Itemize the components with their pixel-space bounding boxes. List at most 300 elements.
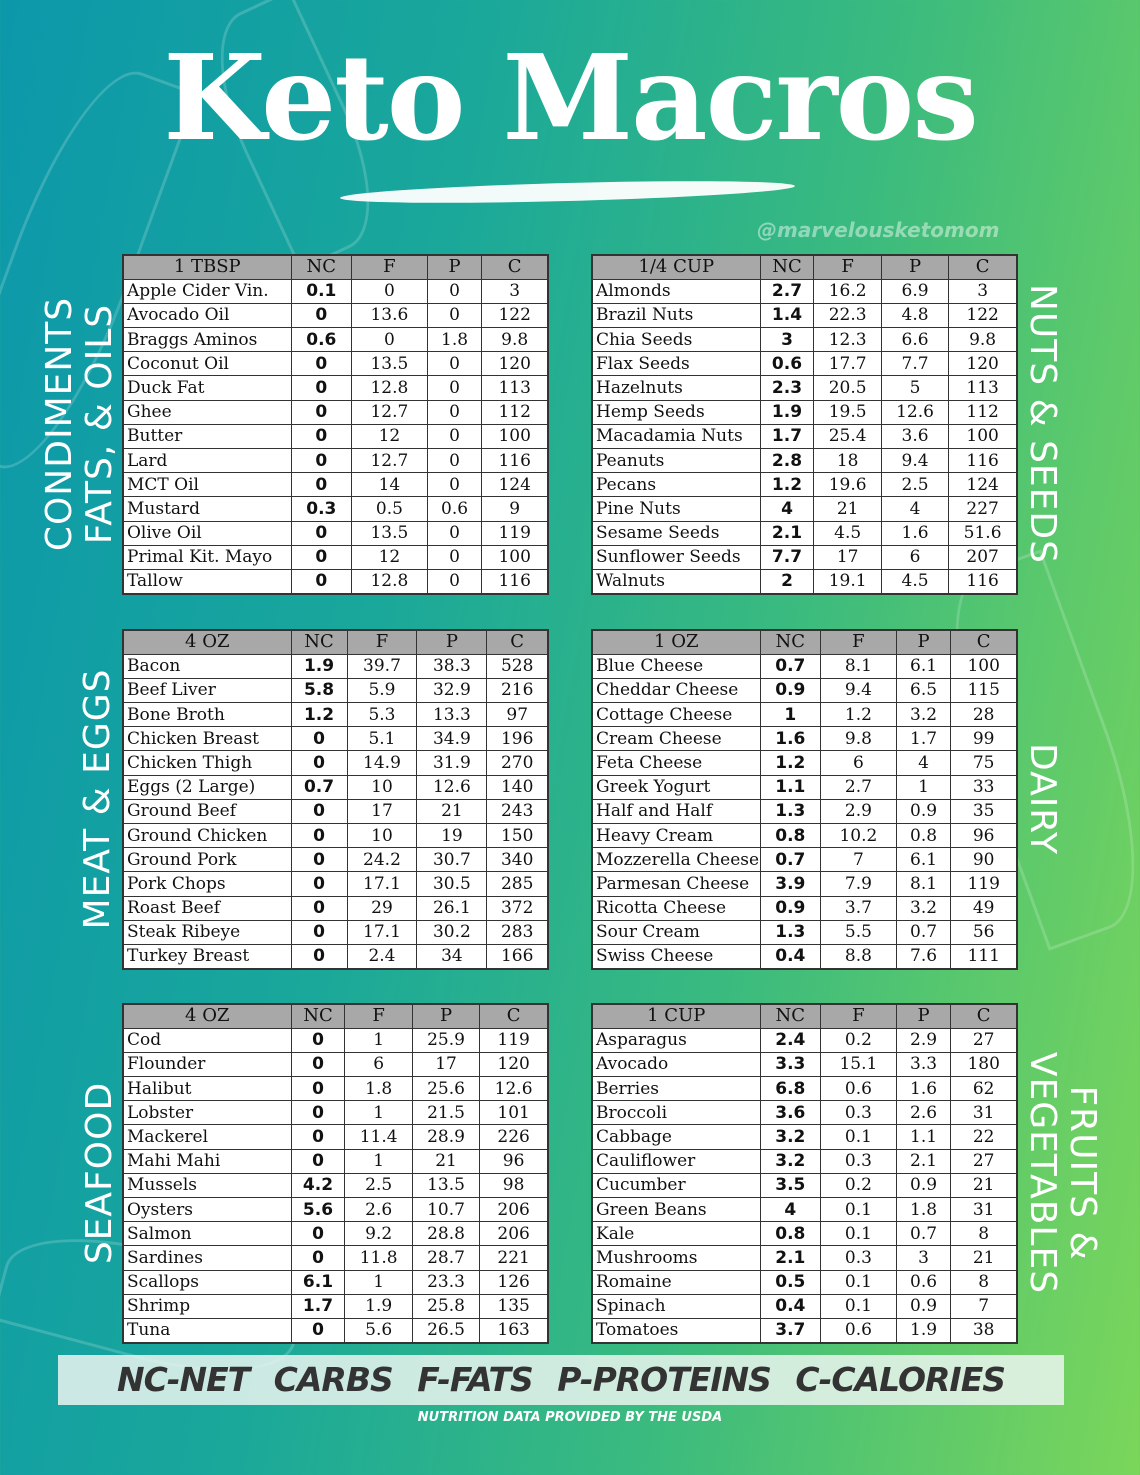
value-c: 51.6 — [949, 521, 1017, 545]
table-row — [592, 1101, 1017, 1125]
value-p: 0 — [427, 545, 482, 569]
value-f: 2.7 — [821, 775, 897, 799]
food-name: Blue Cheese — [592, 654, 760, 678]
food-name: Berries — [592, 1077, 760, 1101]
value-nc: 1.1 — [760, 775, 821, 799]
table-row — [123, 352, 548, 376]
value-p: 0 — [427, 521, 482, 545]
value-p: 1.8 — [896, 1198, 951, 1222]
value-nc: 4.2 — [291, 1173, 345, 1197]
column-header-nc: NC — [291, 255, 352, 279]
table-row — [592, 678, 1017, 702]
column-header-c: C — [480, 1004, 548, 1028]
table-row — [592, 1052, 1017, 1076]
value-f: 10 — [347, 775, 417, 799]
value-f: 2.6 — [345, 1198, 412, 1222]
column-header-c: C — [951, 1004, 1017, 1028]
food-name: MCT Oil — [123, 473, 291, 497]
value-f: 0.3 — [821, 1149, 897, 1173]
value-nc: 1.6 — [760, 727, 821, 751]
value-nc: 3.9 — [760, 872, 821, 896]
value-f: 2.4 — [347, 944, 417, 968]
value-f: 1 — [345, 1149, 412, 1173]
value-f: 21 — [814, 497, 881, 521]
value-c: 75 — [951, 751, 1017, 775]
table-row — [592, 727, 1017, 751]
food-name: Sardines — [123, 1246, 291, 1270]
value-p: 1.6 — [896, 1077, 951, 1101]
table-row — [592, 449, 1017, 473]
value-c: 31 — [951, 1198, 1017, 1222]
value-nc: 0.9 — [760, 678, 821, 702]
food-name: Avocado Oil — [123, 303, 291, 327]
value-p: 28.7 — [412, 1246, 479, 1270]
table-row — [592, 400, 1017, 424]
table-row — [123, 896, 548, 920]
value-p: 30.2 — [417, 920, 487, 944]
value-f: 17 — [814, 545, 881, 569]
value-nc: 0.9 — [760, 896, 821, 920]
value-nc: 2.1 — [760, 521, 814, 545]
column-header-c: C — [482, 255, 548, 279]
food-name: Cauliflower — [592, 1149, 760, 1173]
value-nc: 2.1 — [760, 1246, 821, 1270]
food-name: Duck Fat — [123, 376, 291, 400]
value-nc: 0 — [291, 1125, 345, 1149]
value-c: 227 — [949, 497, 1017, 521]
table-row — [123, 569, 548, 593]
food-name: Cabbage — [592, 1125, 760, 1149]
value-p: 1.1 — [896, 1125, 951, 1149]
table-row — [123, 1125, 548, 1149]
value-nc: 1.2 — [760, 751, 821, 775]
value-f: 17 — [347, 799, 417, 823]
value-nc: 0 — [291, 1101, 345, 1125]
section-label-line: SEAFOOD — [79, 1081, 120, 1265]
value-f: 10.2 — [821, 824, 897, 848]
value-c: 113 — [949, 376, 1017, 400]
food-name: Asparagus — [592, 1028, 760, 1052]
value-c: 96 — [480, 1149, 548, 1173]
value-f: 3.7 — [821, 896, 897, 920]
value-f: 17.1 — [347, 872, 417, 896]
table-row — [123, 727, 548, 751]
serving-size: 4 OZ — [123, 1004, 291, 1028]
value-f: 0.1 — [821, 1198, 897, 1222]
table-row — [123, 1270, 548, 1294]
food-name: Pecans — [592, 473, 760, 497]
value-c: 116 — [949, 449, 1017, 473]
column-header-p: P — [412, 1004, 479, 1028]
value-nc: 0 — [291, 920, 347, 944]
value-f: 6 — [821, 751, 897, 775]
meat-section-label — [78, 669, 118, 930]
value-p: 6.5 — [896, 678, 951, 702]
value-f: 18 — [814, 449, 881, 473]
value-f: 1.2 — [821, 703, 897, 727]
value-c: 122 — [949, 303, 1017, 327]
value-p: 7.7 — [881, 352, 948, 376]
value-p: 6.1 — [896, 848, 951, 872]
food-name: Ground Pork — [123, 848, 291, 872]
value-c: 206 — [480, 1222, 548, 1246]
value-nc: 2.8 — [760, 449, 814, 473]
value-c: 3 — [949, 279, 1017, 303]
value-c: 285 — [487, 872, 548, 896]
value-c: 38 — [951, 1318, 1017, 1342]
food-name: Hemp Seeds — [592, 400, 760, 424]
food-name: Cucumber — [592, 1173, 760, 1197]
value-nc: 0 — [291, 352, 352, 376]
value-p: 3.6 — [881, 424, 948, 448]
value-c: 207 — [949, 545, 1017, 569]
food-name: Primal Kit. Mayo — [123, 545, 291, 569]
food-name: Peanuts — [592, 449, 760, 473]
food-name: Walnuts — [592, 569, 760, 593]
table-row — [592, 303, 1017, 327]
value-p: 1.7 — [896, 727, 951, 751]
value-f: 13.6 — [352, 303, 428, 327]
value-c: 27 — [951, 1149, 1017, 1173]
value-p: 8.1 — [896, 872, 951, 896]
value-nc: 0 — [291, 872, 347, 896]
table-row — [592, 1222, 1017, 1246]
value-c: 340 — [487, 848, 548, 872]
value-nc: 3 — [760, 328, 814, 352]
column-header-p: P — [427, 255, 482, 279]
table-row — [592, 1125, 1017, 1149]
value-c: 62 — [951, 1077, 1017, 1101]
food-name: Mahi Mahi — [123, 1149, 291, 1173]
value-c: 163 — [480, 1318, 548, 1342]
value-f: 16.2 — [814, 279, 881, 303]
value-f: 2.5 — [345, 1173, 412, 1197]
column-header-nc: NC — [291, 1004, 345, 1028]
author-handle: @marvelousketomom — [757, 218, 1000, 242]
value-nc: 0 — [291, 376, 352, 400]
food-name: Sesame Seeds — [592, 521, 760, 545]
legend-bar: NC-NET CARBS F-FATS P-PROTEINS C-CALORIES — [58, 1355, 1064, 1405]
column-header-c: C — [951, 630, 1017, 654]
food-name: Romaine — [592, 1270, 760, 1294]
value-nc: 0 — [291, 449, 352, 473]
value-p: 30.5 — [417, 872, 487, 896]
food-name: Beef Liver — [123, 678, 291, 702]
value-f: 9.8 — [821, 727, 897, 751]
table-row — [592, 799, 1017, 823]
table-row — [123, 497, 548, 521]
column-header-f: F — [821, 630, 897, 654]
value-c: 21 — [951, 1246, 1017, 1270]
column-header-p: P — [881, 255, 948, 279]
table-row — [123, 1149, 548, 1173]
value-c: 49 — [951, 896, 1017, 920]
value-f: 4.5 — [814, 521, 881, 545]
value-c: 119 — [480, 1028, 548, 1052]
page-title: Keto Macros — [163, 28, 977, 167]
value-nc: 0 — [291, 824, 347, 848]
food-name: Oysters — [123, 1198, 291, 1222]
value-p: 5 — [881, 376, 948, 400]
food-name: Mackerel — [123, 1125, 291, 1149]
food-name: Avocado — [592, 1052, 760, 1076]
value-nc: 3.6 — [760, 1101, 821, 1125]
value-nc: 0 — [291, 1246, 345, 1270]
nuts-table — [591, 254, 1018, 595]
value-nc: 0.6 — [291, 328, 352, 352]
value-c: 124 — [949, 473, 1017, 497]
value-p: 2.5 — [881, 473, 948, 497]
table-row — [123, 848, 548, 872]
food-name: Mussels — [123, 1173, 291, 1197]
value-f: 0.1 — [821, 1270, 897, 1294]
value-nc: 1.4 — [760, 303, 814, 327]
value-nc: 0.7 — [760, 654, 821, 678]
value-f: 39.7 — [347, 654, 417, 678]
value-nc: 6.1 — [291, 1270, 345, 1294]
food-name: Half and Half — [592, 799, 760, 823]
value-nc: 0 — [291, 545, 352, 569]
meat-table — [122, 629, 549, 970]
condiments-table — [122, 254, 549, 595]
value-c: 28 — [951, 703, 1017, 727]
food-name: Sunflower Seeds — [592, 545, 760, 569]
food-name: Spinach — [592, 1294, 760, 1318]
column-header-nc: NC — [760, 255, 814, 279]
value-nc: 0.7 — [760, 848, 821, 872]
value-nc: 0.6 — [760, 352, 814, 376]
value-c: 196 — [487, 727, 548, 751]
value-f: 11.8 — [345, 1246, 412, 1270]
food-name: Mushrooms — [592, 1246, 760, 1270]
value-p: 28.9 — [412, 1125, 479, 1149]
value-f: 29 — [347, 896, 417, 920]
value-p: 4.8 — [881, 303, 948, 327]
table-row — [592, 751, 1017, 775]
value-nc: 4 — [760, 497, 814, 521]
value-f: 24.2 — [347, 848, 417, 872]
value-c: 166 — [487, 944, 548, 968]
value-nc: 1.3 — [760, 799, 821, 823]
value-f: 0.2 — [821, 1028, 897, 1052]
value-f: 0.6 — [821, 1318, 897, 1342]
value-nc: 1.9 — [760, 400, 814, 424]
value-f: 15.1 — [821, 1052, 897, 1076]
table-row — [123, 1173, 548, 1197]
value-nc: 3.3 — [760, 1052, 821, 1076]
value-f: 19.1 — [814, 569, 881, 593]
value-nc: 0 — [291, 1318, 345, 1342]
value-c: 115 — [951, 678, 1017, 702]
value-nc: 3.5 — [760, 1173, 821, 1197]
table-row — [123, 376, 548, 400]
food-name: Cod — [123, 1028, 291, 1052]
value-f: 12.7 — [352, 449, 428, 473]
food-name: Braggs Aminos — [123, 328, 291, 352]
table-row — [123, 1101, 548, 1125]
value-p: 21.5 — [412, 1101, 479, 1125]
food-name: Feta Cheese — [592, 751, 760, 775]
value-f: 12.3 — [814, 328, 881, 352]
value-c: 226 — [480, 1125, 548, 1149]
value-p: 0 — [427, 449, 482, 473]
food-name: Coconut Oil — [123, 352, 291, 376]
nuts-section-label — [1022, 284, 1062, 564]
value-f: 5.1 — [347, 727, 417, 751]
value-c: 21 — [951, 1173, 1017, 1197]
table-row — [592, 569, 1017, 593]
value-f: 0.2 — [821, 1173, 897, 1197]
food-name: Olive Oil — [123, 521, 291, 545]
value-f: 17.1 — [347, 920, 417, 944]
value-p: 4 — [881, 497, 948, 521]
value-c: 528 — [487, 654, 548, 678]
value-p: 19 — [417, 824, 487, 848]
dairy-section-label — [1022, 743, 1062, 855]
food-name: Scallops — [123, 1270, 291, 1294]
food-name: Shrimp — [123, 1294, 291, 1318]
table-row — [123, 1198, 548, 1222]
table-row — [123, 872, 548, 896]
value-c: 150 — [487, 824, 548, 848]
food-name: Tomatoes — [592, 1318, 760, 1342]
food-name: Hazelnuts — [592, 376, 760, 400]
table-row — [592, 654, 1017, 678]
value-p: 12.6 — [881, 400, 948, 424]
table-row — [123, 1028, 548, 1052]
produce-table — [591, 1003, 1018, 1344]
column-header-f: F — [814, 255, 881, 279]
header-row — [123, 630, 548, 654]
value-p: 6 — [881, 545, 948, 569]
column-header-nc: NC — [760, 1004, 821, 1028]
value-p: 32.9 — [417, 678, 487, 702]
value-f: 6 — [345, 1052, 412, 1076]
value-f: 13.5 — [352, 521, 428, 545]
value-nc: 3.2 — [760, 1149, 821, 1173]
value-nc: 0 — [291, 1028, 345, 1052]
value-nc: 3.2 — [760, 1125, 821, 1149]
section-label-line: FATS, & OILS — [79, 303, 120, 545]
value-c: 97 — [487, 703, 548, 727]
column-header-c: C — [487, 630, 548, 654]
value-p: 0 — [427, 376, 482, 400]
value-p: 2.1 — [896, 1149, 951, 1173]
column-header-nc: NC — [760, 630, 821, 654]
dairy-table — [591, 629, 1018, 970]
value-p: 25.9 — [412, 1028, 479, 1052]
value-c: 100 — [951, 654, 1017, 678]
value-f: 8.1 — [821, 654, 897, 678]
value-f: 0.1 — [821, 1222, 897, 1246]
value-f: 7 — [821, 848, 897, 872]
table-row — [592, 279, 1017, 303]
value-nc: 0.4 — [760, 1294, 821, 1318]
value-f: 0.3 — [821, 1101, 897, 1125]
food-name: Salmon — [123, 1222, 291, 1246]
value-p: 21 — [412, 1149, 479, 1173]
value-p: 2.9 — [896, 1028, 951, 1052]
value-c: 206 — [480, 1198, 548, 1222]
value-f: 1 — [345, 1028, 412, 1052]
table-row — [123, 799, 548, 823]
value-p: 10.7 — [412, 1198, 479, 1222]
value-nc: 6.8 — [760, 1077, 821, 1101]
value-p: 26.1 — [417, 896, 487, 920]
value-p: 1.9 — [896, 1318, 951, 1342]
value-c: 9.8 — [482, 328, 548, 352]
food-name: Apple Cider Vin. — [123, 279, 291, 303]
value-c: 27 — [951, 1028, 1017, 1052]
value-nc: 4 — [760, 1198, 821, 1222]
value-f: 1.8 — [345, 1077, 412, 1101]
food-name: Chia Seeds — [592, 328, 760, 352]
table-row — [592, 1149, 1017, 1173]
value-nc: 0 — [291, 521, 352, 545]
value-f: 0.5 — [352, 497, 428, 521]
value-nc: 0 — [291, 1222, 345, 1246]
food-name: Ghee — [123, 400, 291, 424]
value-f: 0 — [352, 279, 428, 303]
table-row — [592, 545, 1017, 569]
value-p: 0 — [427, 424, 482, 448]
brush-underline — [340, 177, 795, 207]
value-c: 116 — [482, 449, 548, 473]
table-row — [592, 872, 1017, 896]
food-name: Bacon — [123, 654, 291, 678]
value-nc: 0 — [291, 896, 347, 920]
table-row — [123, 751, 548, 775]
value-p: 6.9 — [881, 279, 948, 303]
value-nc: 2.4 — [760, 1028, 821, 1052]
column-header-p: P — [896, 630, 951, 654]
value-f: 10 — [347, 824, 417, 848]
value-f: 14.9 — [347, 751, 417, 775]
value-c: 180 — [951, 1052, 1017, 1076]
value-f: 20.5 — [814, 376, 881, 400]
value-f: 1.9 — [345, 1294, 412, 1318]
column-header-f: F — [345, 1004, 412, 1028]
table-row — [592, 703, 1017, 727]
section-label-line: MEAT & EGGS — [77, 668, 118, 930]
value-p: 0 — [427, 279, 482, 303]
value-p: 0.9 — [896, 1294, 951, 1318]
value-f: 0.1 — [821, 1125, 897, 1149]
value-f: 5.3 — [347, 703, 417, 727]
value-c: 8 — [951, 1222, 1017, 1246]
table-row — [123, 1222, 548, 1246]
value-f: 9.4 — [821, 678, 897, 702]
table-row — [123, 1318, 548, 1342]
value-c: 90 — [951, 848, 1017, 872]
table-row — [592, 352, 1017, 376]
food-name: Mustard — [123, 497, 291, 521]
value-c: 112 — [482, 400, 548, 424]
value-p: 13.5 — [412, 1173, 479, 1197]
value-c: 120 — [482, 352, 548, 376]
value-f: 8.8 — [821, 944, 897, 968]
column-header-p: P — [896, 1004, 951, 1028]
table-row — [592, 1318, 1017, 1342]
table-row — [592, 473, 1017, 497]
food-name: Swiss Cheese — [592, 944, 760, 968]
value-p: 6.1 — [896, 654, 951, 678]
food-name: Chicken Thigh — [123, 751, 291, 775]
value-p: 34 — [417, 944, 487, 968]
value-c: 120 — [949, 352, 1017, 376]
food-name: Cream Cheese — [592, 727, 760, 751]
table-row — [123, 473, 548, 497]
